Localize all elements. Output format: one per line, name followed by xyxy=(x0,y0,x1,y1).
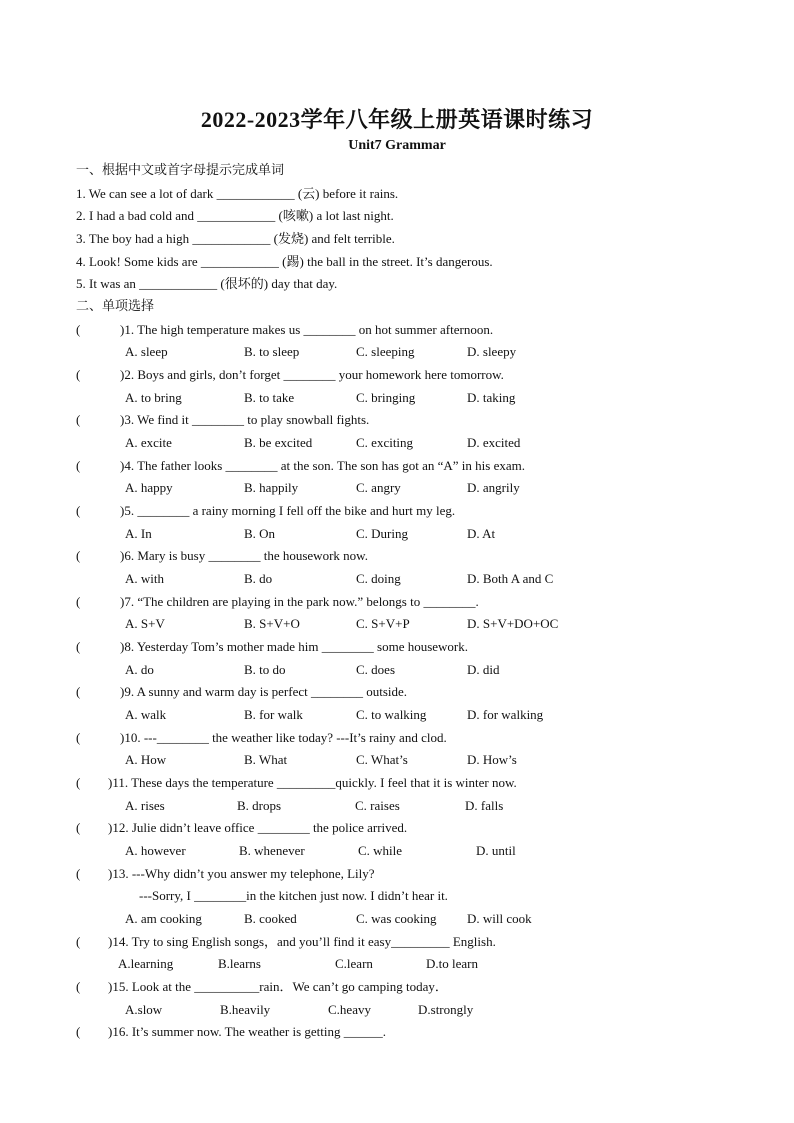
option-a: A.learning xyxy=(118,956,174,971)
option-a: A. with xyxy=(125,571,164,586)
option-c: C. bringing xyxy=(356,390,416,405)
option-b: B. S+V+O xyxy=(244,616,300,631)
answer-paren: ( xyxy=(76,412,81,427)
answer-paren: ( xyxy=(76,934,81,949)
option-a: A. walk xyxy=(125,707,167,722)
question-text: )4. The father looks ________ at the son. The son has got an “A” in his exam. xyxy=(120,458,525,473)
question-text: )12. Julie didn’t leave office ________ the police arrived. xyxy=(108,820,408,835)
answer-paren: ( xyxy=(76,866,81,881)
option-a: A. How xyxy=(125,752,167,767)
option-b: B.heavily xyxy=(220,1002,271,1017)
question-2 xyxy=(76,367,504,383)
option-c: C.heavy xyxy=(328,1002,371,1017)
question-text: )7. “The children are playing in the park now.” belongs to ________. xyxy=(120,594,479,609)
option-c: C. angry xyxy=(356,480,401,495)
option-d: D. taking xyxy=(467,390,516,405)
section1-heading: 一、根据中文或首字母提示完成单词 xyxy=(76,163,285,178)
option-c: C.learn xyxy=(335,956,373,971)
question-1 xyxy=(76,322,493,338)
option-d: D. until xyxy=(476,843,516,858)
option-b: B. cooked xyxy=(244,911,297,926)
question-10 xyxy=(76,730,447,746)
option-a: A. sleep xyxy=(125,344,168,359)
answer-paren: ( xyxy=(76,548,81,563)
section2-heading: 二、单项选择 xyxy=(76,299,155,314)
question-text: )3. We find it ________ to play snowball fights. xyxy=(120,412,370,427)
option-a: A. excite xyxy=(125,435,172,450)
option-a: A. to bring xyxy=(125,390,182,405)
option-a: A. rises xyxy=(125,798,165,813)
option-d: D. sleepy xyxy=(467,344,517,359)
option-c: C. does xyxy=(356,662,395,677)
option-d: D. did xyxy=(467,662,500,677)
option-c: C. was cooking xyxy=(356,911,437,926)
answer-paren: ( xyxy=(76,1024,81,1039)
question-4 xyxy=(76,458,525,474)
question-text: )15. Look at the __________rain．We can’t go camping today． xyxy=(108,979,448,994)
option-a: A.slow xyxy=(125,1002,163,1017)
option-d: D. Both A and C xyxy=(467,571,554,586)
option-d: D. falls xyxy=(465,798,504,813)
option-d: D.to learn xyxy=(426,956,478,971)
question-16 xyxy=(76,1024,386,1040)
question-12 xyxy=(76,820,407,836)
question-text: )11. These days the temperature _________quickly. I feel that it is winter now. xyxy=(108,775,517,790)
option-d: D. angrily xyxy=(467,480,520,495)
question-text: )14. Try to sing English songs，and you’ll find it easy_________ English. xyxy=(108,934,496,949)
option-c: C. to walking xyxy=(356,707,427,722)
question-13 xyxy=(76,866,375,882)
question-6 xyxy=(76,548,368,564)
option-a: A. do xyxy=(125,662,154,677)
option-c: C. while xyxy=(358,843,403,858)
answer-paren: ( xyxy=(76,684,81,699)
option-c: C. During xyxy=(356,526,408,541)
option-c: C. raises xyxy=(355,798,400,813)
option-b: B. be excited xyxy=(244,435,313,450)
fill-item-4: 4. Look! Some kids are ____________ (踢) the ball in the street. It’s dangerous. xyxy=(76,254,493,269)
question-15 xyxy=(76,979,448,995)
page-title: 2022-2023学年八年级上册英语课时练习 xyxy=(200,107,594,132)
option-c: C. S+V+P xyxy=(356,616,410,631)
question-13-reply: ---Sorry, I ________in the kitchen just now. I didn’t hear it. xyxy=(139,888,448,903)
option-a: A. am cooking xyxy=(125,911,202,926)
question-11 xyxy=(76,775,517,791)
option-d: D. excited xyxy=(467,435,521,450)
question-text: )5. ________ a rainy morning I fell off the bike and hurt my leg. xyxy=(120,503,456,518)
option-b: B. whenever xyxy=(239,843,305,858)
question-3 xyxy=(76,412,369,428)
option-b: B. to sleep xyxy=(244,344,300,359)
option-b: B. do xyxy=(244,571,273,586)
answer-paren: ( xyxy=(76,594,81,609)
option-b: B. to take xyxy=(244,390,295,405)
page-subtitle: Unit7 Grammar xyxy=(348,138,446,153)
fill-item-1: 1. We can see a lot of dark ____________ (云) before it rains. xyxy=(76,186,399,201)
answer-paren: ( xyxy=(76,979,81,994)
option-b: B.learns xyxy=(218,956,261,971)
question-text: )10. ---________ the weather like today? ---It’s rainy and clod. xyxy=(120,730,447,745)
option-d: D. S+V+DO+OC xyxy=(467,616,559,631)
answer-paren: ( xyxy=(76,775,81,790)
question-text: )8. Yesterday Tom’s mother made him ________ some housework. xyxy=(120,639,469,654)
option-b: B. to do xyxy=(244,662,286,677)
question-5 xyxy=(76,503,455,519)
option-a: A. happy xyxy=(125,480,173,495)
option-c: C. sleeping xyxy=(356,344,415,359)
option-d: D. At xyxy=(467,526,496,541)
fill-item-5: 5. It was an ____________ (很坏的) day that day. xyxy=(76,276,338,291)
option-a: A. however xyxy=(125,843,186,858)
question-text: )16. It’s summer now. The weather is getting ______. xyxy=(108,1024,387,1039)
option-b: B. for walk xyxy=(244,707,303,722)
option-b: B. What xyxy=(244,752,288,767)
option-c: C. What’s xyxy=(356,752,408,767)
question-9 xyxy=(76,684,407,700)
question-text: )6. Mary is busy ________ the housework now. xyxy=(120,548,368,563)
fill-item-2: 2. I had a bad cold and ____________ (咳嗽) a lot last night. xyxy=(76,208,394,223)
option-b: B. On xyxy=(244,526,276,541)
answer-paren: ( xyxy=(76,458,81,473)
option-b: B. happily xyxy=(244,480,299,495)
option-a: A. In xyxy=(125,526,152,541)
answer-paren: ( xyxy=(76,503,81,518)
question-text: )1. The high temperature makes us ________ on hot summer afternoon. xyxy=(120,322,494,337)
option-d: D. How’s xyxy=(467,752,517,767)
option-b: B. drops xyxy=(237,798,282,813)
answer-paren: ( xyxy=(76,820,81,835)
question-14 xyxy=(76,934,496,950)
fill-item-3: 3. The boy had a high ____________ (发烧) and felt terrible. xyxy=(76,231,395,246)
option-d: D. will cook xyxy=(467,911,532,926)
question-text: )2. Boys and girls, don’t forget ________ your homework here tomorrow. xyxy=(120,367,504,382)
option-a: A. S+V xyxy=(125,616,165,631)
option-d: D. for walking xyxy=(467,707,544,722)
question-7 xyxy=(76,594,479,610)
answer-paren: ( xyxy=(76,322,81,337)
option-c: C. exciting xyxy=(356,435,414,450)
option-d: D.strongly xyxy=(418,1002,474,1017)
option-c: C. doing xyxy=(356,571,401,586)
question-text: )13. ---Why didn’t you answer my telephone, Lily? xyxy=(108,866,375,881)
answer-paren: ( xyxy=(76,367,81,382)
answer-paren: ( xyxy=(76,639,81,654)
question-8 xyxy=(76,639,468,655)
question-text: )9. A sunny and warm day is perfect ________ outside. xyxy=(120,684,408,699)
answer-paren: ( xyxy=(76,730,81,745)
